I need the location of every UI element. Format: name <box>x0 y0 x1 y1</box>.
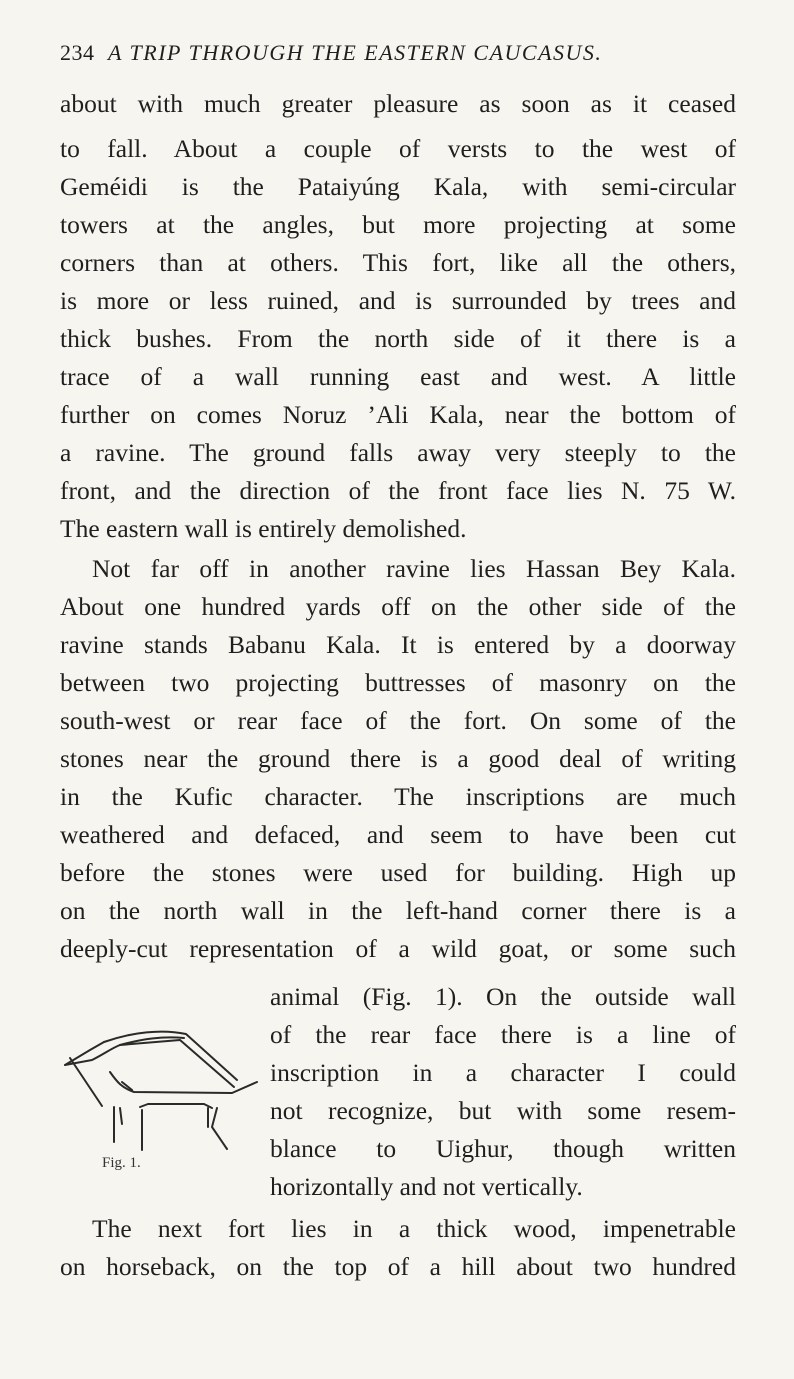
text-line-23: deeply-cut representation of a wild goat, or some such <box>60 934 736 963</box>
text-line-5: corners than at others. This fort, like all the others, <box>60 248 736 277</box>
text-line-14: About one hundred yards off on the other side of the <box>60 592 736 621</box>
text-line-31: on horseback, on the top of a hill about two hundred <box>60 1252 736 1281</box>
text-line-19: in the Kufic character. The inscriptions are much <box>60 782 736 811</box>
page-number: 234 <box>60 40 95 65</box>
text-line-13: Not far off in another ravine lies Hassan Bey Kala. <box>92 554 736 583</box>
text-line-12: The eastern wall is entirely demolished. <box>60 514 467 543</box>
text-line-30: The next fort lies in a thick wood, impenetrable <box>92 1214 736 1243</box>
text-line-7: thick bushes. From the north side of it there is a <box>60 324 736 353</box>
goat-figure-illustration <box>62 1012 262 1187</box>
text-line-27: not recognize, but with some resem- <box>270 1096 736 1125</box>
text-line-20: weathered and defaced, and seem to have been cut <box>60 820 736 849</box>
text-line-18: stones near the ground there is a good deal of writing <box>60 744 736 773</box>
running-header <box>60 40 736 66</box>
text-line-2: to fall. About a couple of versts to the west of <box>60 134 736 163</box>
text-line-22: on the north wall in the left-hand corner there is a <box>60 896 736 925</box>
text-line-15: ravine stands Babanu Kala. It is entered by a doorway <box>60 630 736 659</box>
text-line-6: is more or less ruined, and is surrounded by trees and <box>60 286 736 315</box>
text-line-9: further on comes Noruz ’Ali Kala, near the bottom of <box>60 400 736 429</box>
text-line-25: of the rear face there is a line of <box>270 1020 736 1049</box>
text-line-8: trace of a wall running east and west. A little <box>60 362 736 391</box>
text-line-17: south-west or rear face of the fort. On some of the <box>60 706 736 735</box>
text-line-3: Geméidi is the Pataiyúng Kala, with semi-circular <box>60 172 736 201</box>
text-line-26: inscription in a character I could <box>270 1058 736 1087</box>
text-line-24: animal (Fig. 1). On the outside wall <box>270 982 736 1011</box>
text-line-4: towers at the angles, but more projecting at some <box>60 210 736 239</box>
text-line-1: about with much greater pleasure as soon as it ceased <box>60 89 736 118</box>
text-line-29: horizontally and not vertically. <box>270 1172 583 1201</box>
text-line-28: blance to Uighur, though written <box>270 1134 736 1163</box>
text-line-21: before the stones were used for building. High up <box>60 858 736 887</box>
text-line-10: a ravine. The ground falls away very steeply to the <box>60 438 736 467</box>
running-title: A TRIP THROUGH THE EASTERN CAUCASUS. <box>108 40 603 65</box>
text-line-16: between two projecting buttresses of masonry on the <box>60 668 736 697</box>
figure-caption: Fig. 1. <box>102 1155 141 1171</box>
text-line-11: front, and the direction of the front face lies N. 75 W. <box>60 476 736 505</box>
